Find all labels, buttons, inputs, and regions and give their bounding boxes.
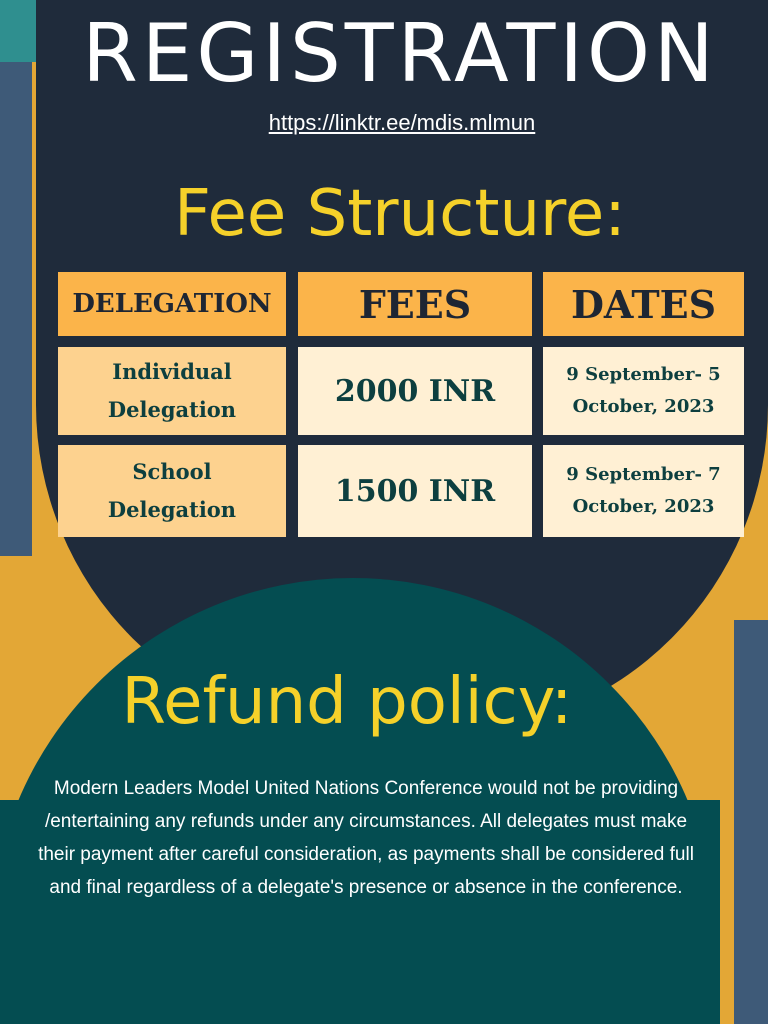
right-blue-stripe xyxy=(734,620,768,1024)
table-cell-fees: 1500 INR xyxy=(298,445,532,537)
table-cell-fees: 2000 INR xyxy=(298,347,532,435)
refund-policy-heading: Refund policy: xyxy=(121,665,573,739)
table-header-fees: FEES xyxy=(298,272,532,336)
fee-structure-heading: Fee Structure: xyxy=(174,177,626,251)
registration-link[interactable]: https://linktr.ee/mdis.mlmun xyxy=(268,110,536,135)
table-cell-delegation: Individual Delegation xyxy=(58,347,286,435)
page-title: REGISTRATION xyxy=(82,7,718,100)
refund-policy-text: Modern Leaders Model United Nations Conference would not be providing /entertaining any refunds under any circumstances. All delegates must make their payment after careful consideration, as payments shall be considered full and final regardless of a delegate's presence or absence in the conference. xyxy=(38,778,694,898)
left-blue-stripe xyxy=(0,62,32,556)
table-header-dates: DATES xyxy=(543,272,744,336)
table-cell-delegation: School Delegation xyxy=(58,445,286,537)
table-cell-dates: 9 September- 7 October, 2023 xyxy=(543,445,744,537)
table-header-delegation: DELEGATION xyxy=(58,272,286,336)
table-cell-dates: 9 September- 5 October, 2023 xyxy=(543,347,744,435)
